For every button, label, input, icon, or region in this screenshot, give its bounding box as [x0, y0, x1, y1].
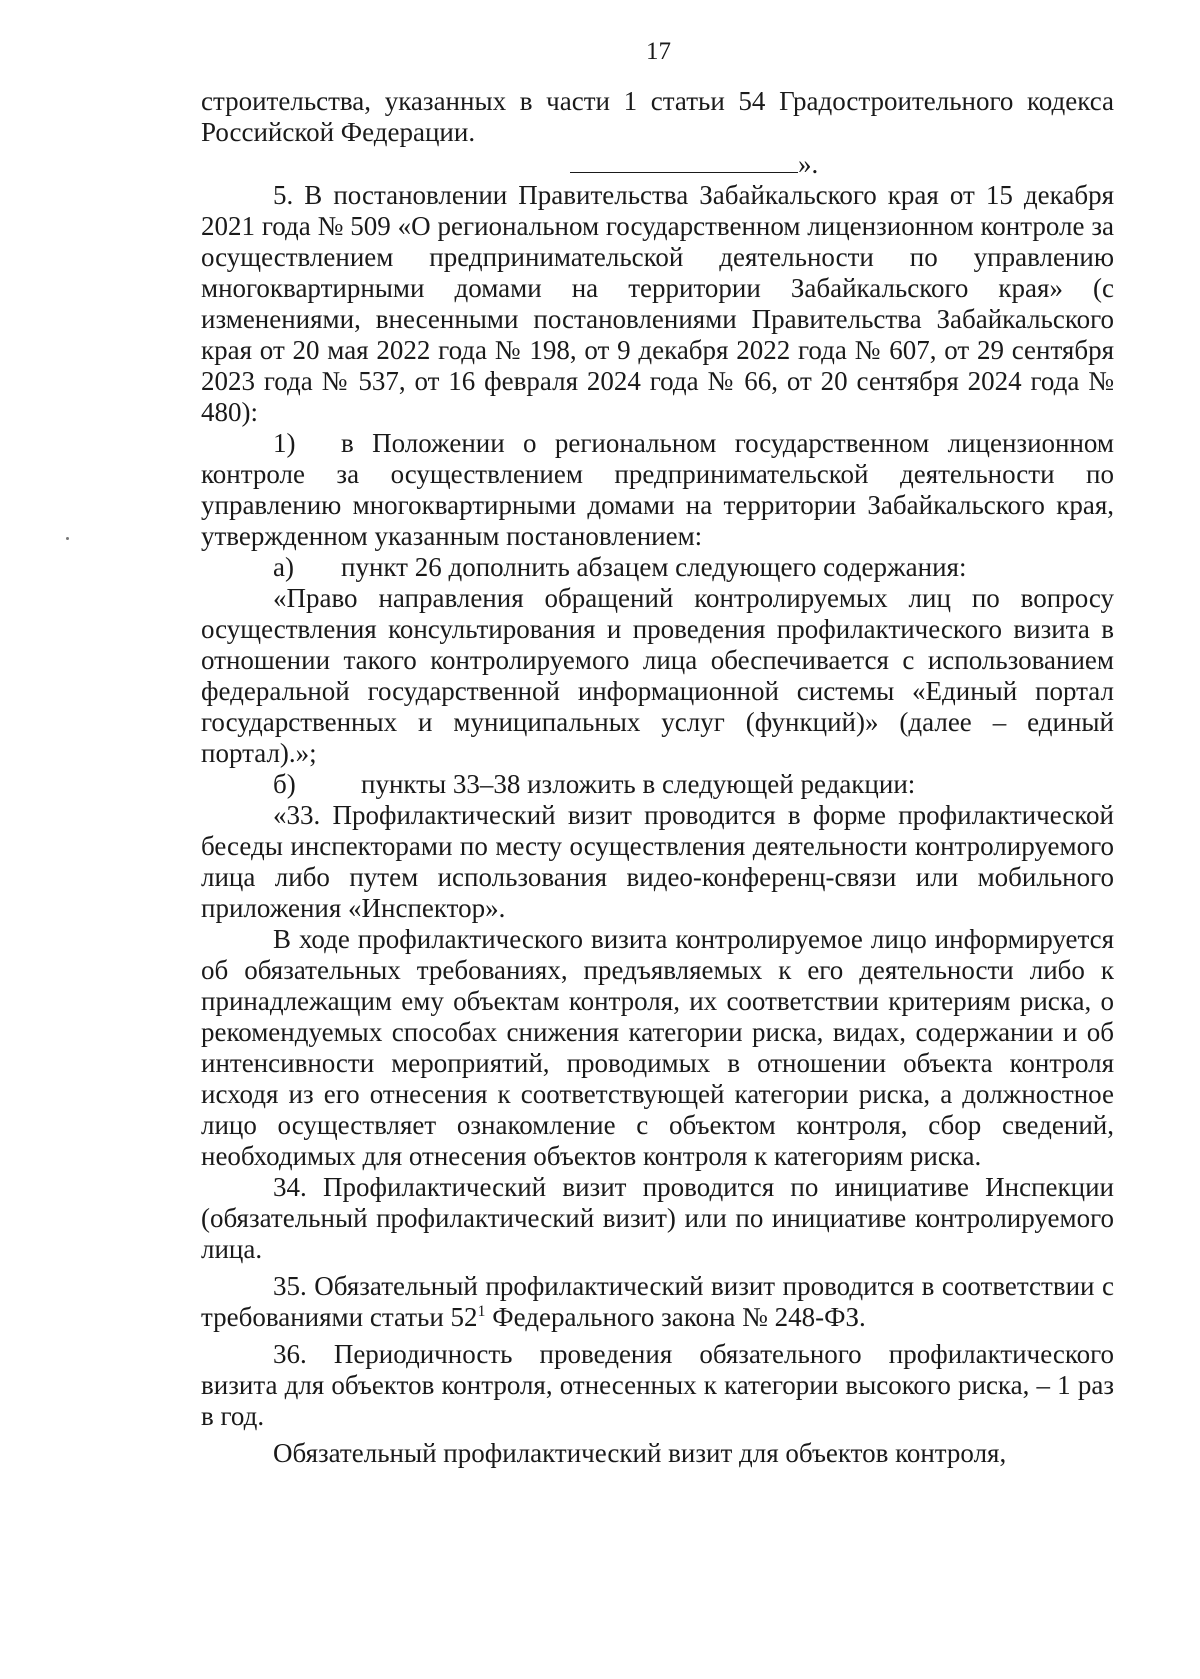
point-36: 36. Периодичность проведения обязательного профилактического визита для объектов контроля, отнесенных к категории высокого риска, – 1 раз в год. — [201, 1339, 1114, 1431]
quotation-end-line — [201, 148, 1114, 180]
superscript: 1 — [477, 1303, 486, 1320]
subitem-a — [201, 552, 1114, 583]
point-33: «33. Профилактический визит проводится в форме профилактической беседы инспекторами по месту осуществления деятельности контролируемого лица либо путем использования видео-конференц-связи или мобильного приложения «Инспектор». — [201, 800, 1114, 923]
subitem-b — [201, 769, 1114, 800]
document-body — [201, 86, 1114, 1469]
subitem-text: в Положении о региональном государственном лицензионном контроле за осуществлением предпринимательской деятельности по управлению многоквартирными домами на территории Забайкальского края, утвержденном указанным постановлением: — [201, 428, 1114, 551]
subitem-text: пункты 33–38 изложить в следующей редакции: — [361, 769, 916, 799]
closing-quote: ». — [798, 149, 819, 179]
subitem-letter: б) — [273, 769, 296, 799]
paragraph-continuation: строительства, указанных в части 1 статьи 54 Градостроительного кодекса Российской Федерации. — [201, 86, 1114, 147]
page-number: 17 — [646, 38, 671, 65]
underline-rule — [570, 148, 798, 173]
scan-speck — [66, 537, 69, 540]
subitem-1 — [201, 428, 1114, 552]
quoted-paragraph-26: «Право направления обращений контролируемых лиц по вопросу осуществления консультирования и проведения профилактического визита в отношении такого контролируемого лица обеспечивается с использованием федеральной государственной информационной системы «Единый портал государственных и муниципальных услуг (функций)» (далее – единый портал).»; — [201, 583, 1114, 768]
point-35-text: 35. Обязательный профилактический визит проводится в соответствии с требованиями статьи 52 — [201, 1271, 1114, 1332]
point-33-paragraph-2: В ходе профилактического визита контролируемое лицо информируется об обязательных требованиях, предъявляемых к его деятельности либо к принадлежащим ему объектам контроля, их соответствии критериям риска, о рекомендуемых способах снижения категории риска, видах, содержании и об интенсивности мероприятий, проводимых в отношении объекта контроля исходя из его отнесения к соответствующей категории риска, а должностное лицо осуществляет ознакомление с объектом контроля, сбор сведений, необходимых для отнесения объектов контроля к категориям риска. — [201, 924, 1114, 1171]
subitem-letter: а) — [273, 552, 294, 582]
subitem-text: пункт 26 дополнить абзацем следующего содержания: — [341, 552, 967, 582]
point-35 — [201, 1271, 1114, 1333]
point-36-paragraph-2: Обязательный профилактический визит для объектов контроля, — [273, 1438, 1007, 1468]
subitem-number: 1) — [273, 428, 296, 458]
point-35-text-end: Федерального закона № 248-ФЗ. — [485, 1302, 866, 1332]
point-34: 34. Профилактический визит проводится по инициативе Инспекции (обязательный профилактический визит) или по инициативе контролируемого лица. — [201, 1172, 1114, 1264]
paragraph-item-5: 5. В постановлении Правительства Забайкальского края от 15 декабря 2021 года № 509 «О региональном государственном лицензионном контроле за осуществлением предпринимательской деятельности по управлению многоквартирными домами на территории Забайкальского края» (с изменениями, внесенными постановлениями Правительства Забайкальского края от 20 мая 2022 года № 198, от 9 декабря 2022 года № 607, от 29 сентября 2023 года № 537, от 16 февраля 2024 года № 66, от 20 сентября 2024 года № 480): — [201, 180, 1114, 427]
